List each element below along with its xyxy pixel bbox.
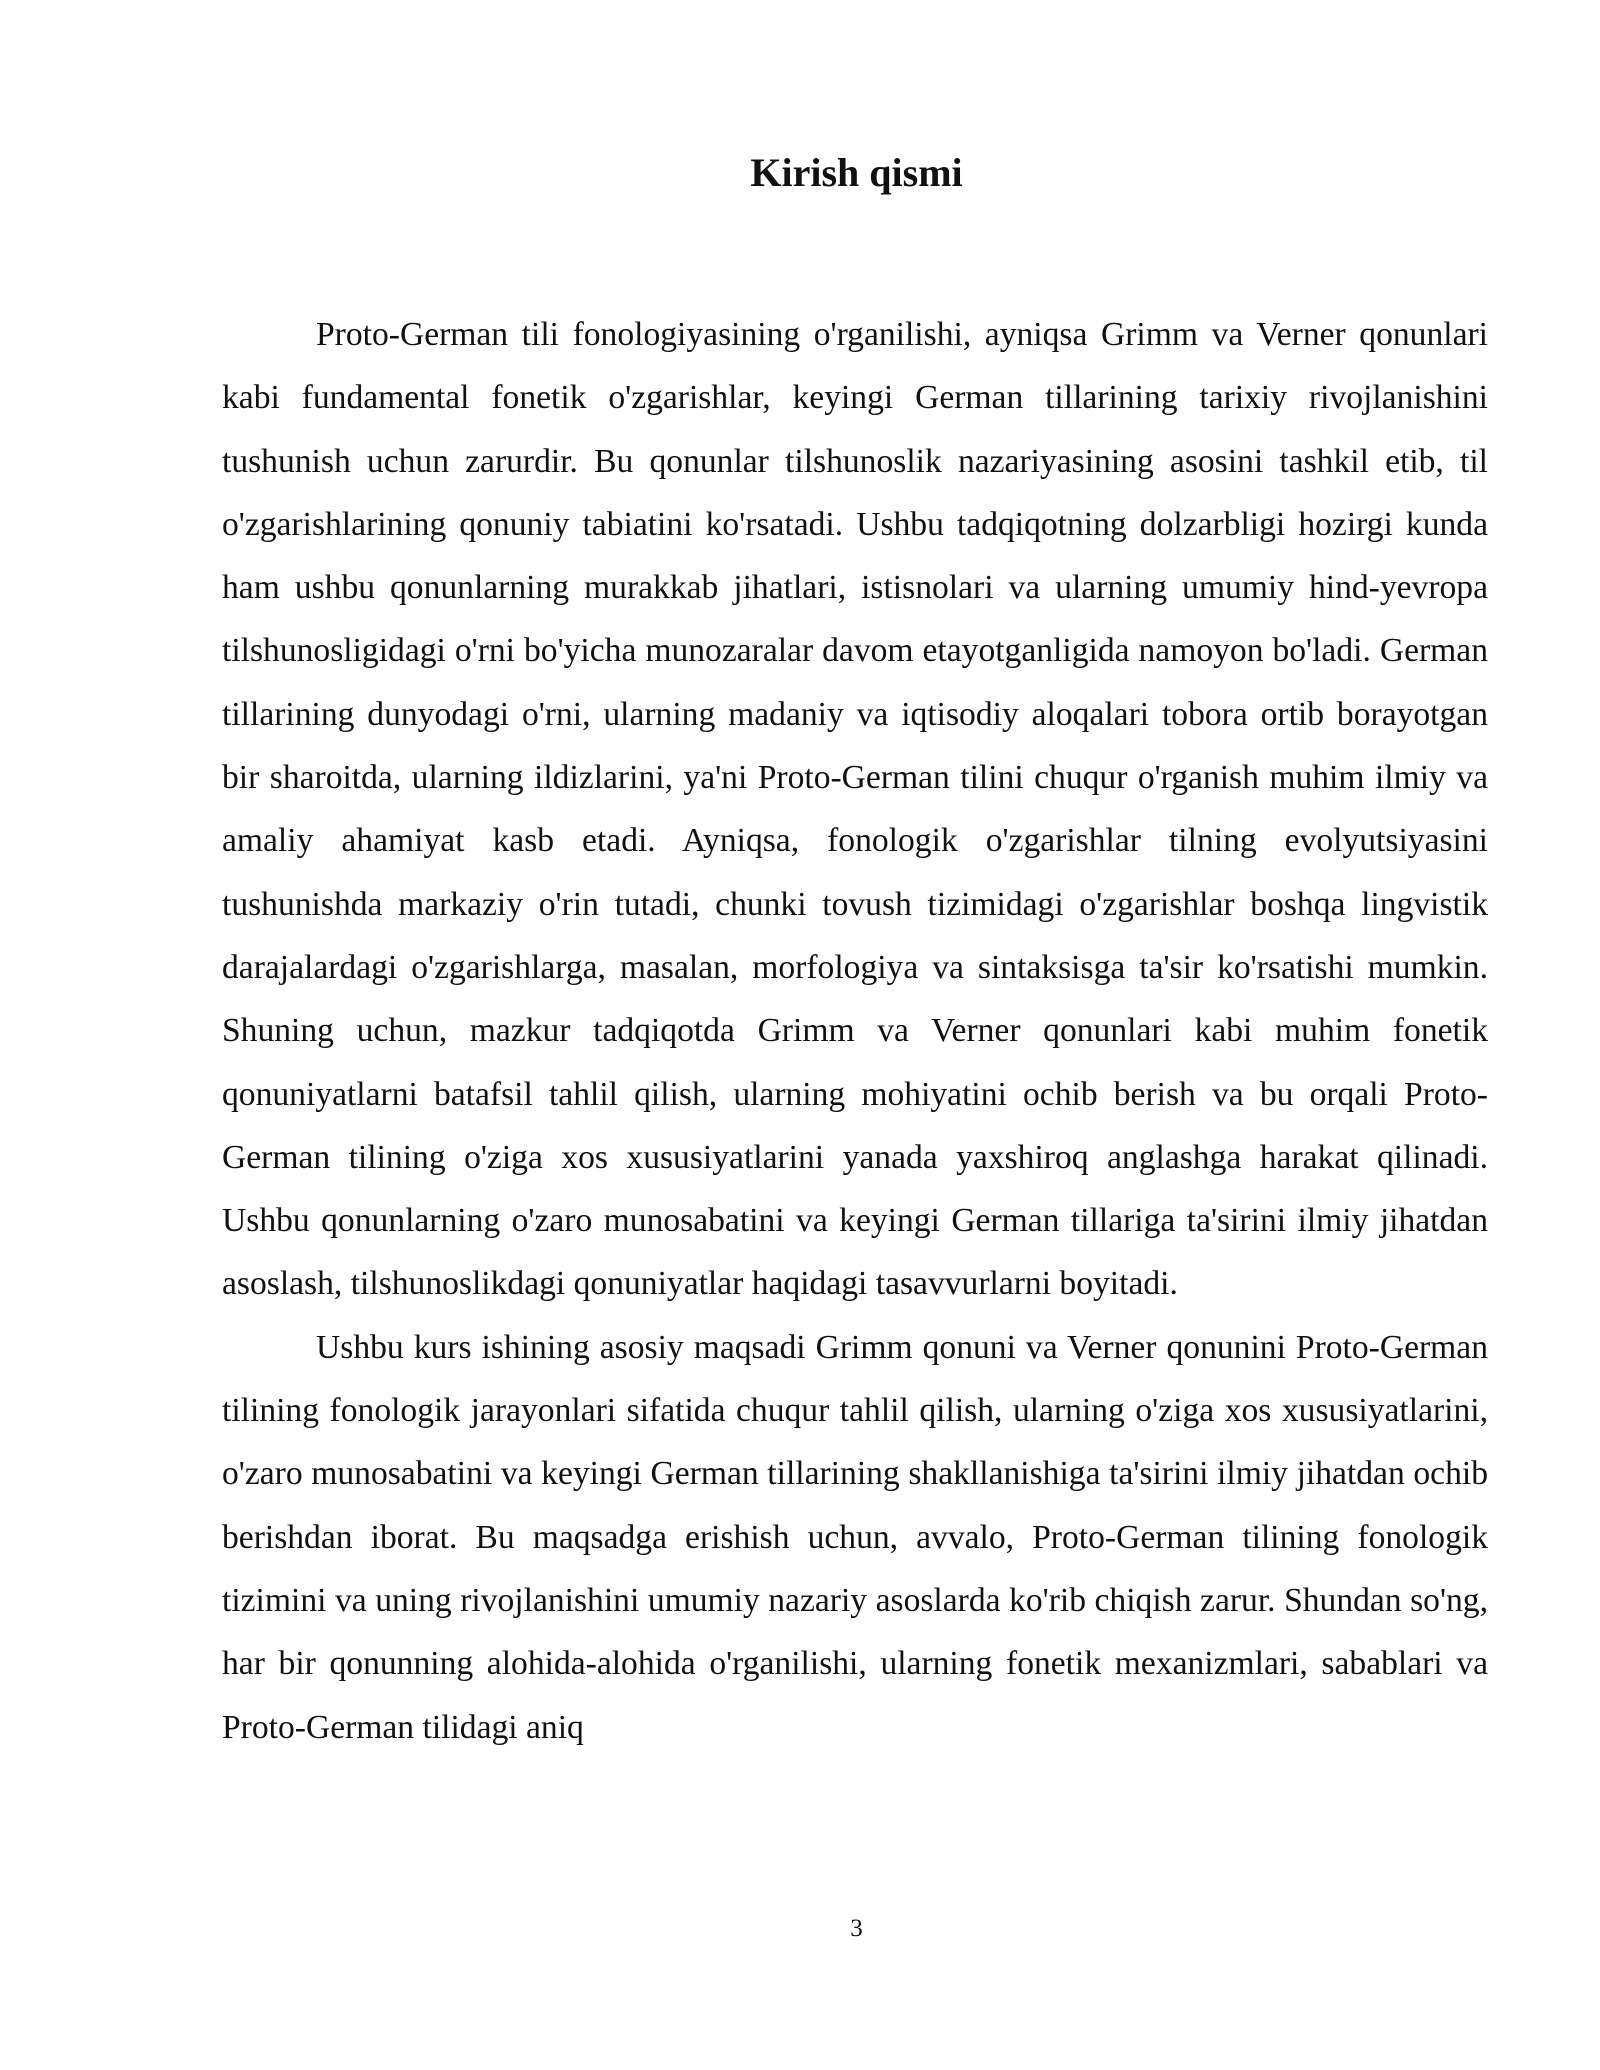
page-number: 3 [850,1915,863,1942]
page-title: Kirish qismi [750,150,963,195]
paragraph-1: Proto-German tili fonologiyasining o'rganilishi, ayniqsa Grimm va Verner qonunlari kabi fundamental fonetik o'zgarishlar, keyingi German tillarining tarixiy rivojlanishini tushunish uchun zarurdir. Bu qonunlar tilshunoslik nazariyasining asosini tashkil etib, til o'zgarishlarining qonuniy tabiatini ko'rsatadi. Ushbu tadqiqotning dolzarbligi hozirgi kunda ham ushbu qonunlarning murakkab jihatlari, istisnolari va ularning umumiy hind-yevropa tilshunosligidagi o'rni bo'yicha munozaralar davom etayotganligida namoyon bo'ladi. German tillarining dunyodagi o'rni, ularning madaniy va iqtisodiy aloqalari tobora ortib borayotgan bir sharoitda, ularning ildizlarini, ya'ni Proto-German tilini chuqur o'rganish muhim ilmiy va amaliy ahamiyat kasb etadi. Ayniqsa, fonologik o'zgarishlar tilning evolyutsiyasini tushunishda markaziy o'rin tutadi, chunki tovush tizimidagi o'zgarishlar boshqa lingvistik darajalardagi o'zgarishlarga, masalan, morfologiya va sintaksisga ta'sir ko'rsatishi mumkin. Shuning uchun, mazkur tadqiqotda Grimm va Verner qonunlari kabi muhim fonetik qonuniyatlarni batafsil tahlil qilish, ularning mohiyatini ochib berish va bu orqali Proto-German tilining o'ziga xos xususiyatlarini yanada yaxshiroq anglashga harakat qilinadi. Ushbu qonunlarning o'zaro munosabatini va keyingi German tillariga ta'sirini ilmiy jihatdan asoslash, tilshunoslikdagi qonuniyatlar haqidagi tasavvurlarni boyitadi. [222,316,1488,1303]
paragraph-2: Ushbu kurs ishining asosiy maqsadi Grimm qonuni va Verner qonunini Proto-German tilining fonologik jarayonlari sifatida chuqur tahlil qilish, ularning o'ziga xos xususiyatlarini, o'zaro munosabatini va keyingi German tillarining shakllanishiga ta'sirini ilmiy jihatdan ochib berishdan iborat. Bu maqsadga erishish uchun, avvalo, Proto-German tilining fonologik tizimini va uning rivojlanishini umumiy nazariy asoslarda ko'rib chiqish zarur. Shundan so'ng, har bir qonunning alohida-alohida o'rganilishi, ularning fonetik mexanizmlari, sabablari va Proto-German tilidagi aniq [222,1328,1488,1746]
body-text [222,303,1488,1759]
